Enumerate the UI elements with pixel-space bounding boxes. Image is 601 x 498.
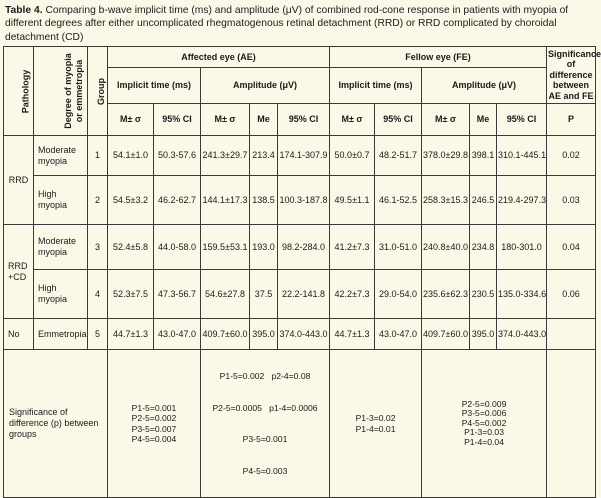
pathology-cell: RRD +CD xyxy=(4,225,34,319)
fe-amp-ci-header: 95% CI xyxy=(497,104,547,136)
fe-amp-ci-cell: 374.0-443.0 xyxy=(497,319,547,350)
group-cell: 2 xyxy=(88,176,108,225)
fe-it-mean-cell: 42.2±7.3 xyxy=(330,270,375,319)
degree-header: Degree of myopia or emmetropia xyxy=(34,47,88,136)
table-label: Table 4. xyxy=(5,5,43,16)
fe-amp-mean-cell: 258.3±15.3 xyxy=(422,176,470,225)
p-value: P2-5=0.009 xyxy=(461,398,507,409)
p-value: P4-5=0.002 xyxy=(461,417,507,428)
fe-it-mean-cell: 50.0±0.7 xyxy=(330,136,375,176)
fe-it-ci-cell: 31.0-51.0 xyxy=(375,225,422,270)
ae-it-mean-cell: 52.3±7.5 xyxy=(108,270,154,319)
fe-amp-ci-cell: 135.0-334.6 xyxy=(497,270,547,319)
ae-it-ci-cell: 46.2-62.7 xyxy=(154,176,201,225)
caption-text: Comparing b-wave implicit time (ms) and amplitude (μV) of combined rod-cone response in patients with myopia of different degrees after either uncomplicated rhegmatogenous retinal detachment (RRD) or RRD complicated by choroidal detachment (CD) xyxy=(5,5,569,43)
degree-cell: Moderate myopia xyxy=(34,225,88,270)
p-cell: 0.06 xyxy=(547,270,596,319)
pathology-cell: No xyxy=(4,319,34,350)
p-value: P2-5=0.0005 p1-4=0.0006 xyxy=(212,402,318,413)
fe-it-ci-cell: 43.0-47.0 xyxy=(375,319,422,350)
p-cell: 0.02 xyxy=(547,136,596,176)
fe-it-ci-cell: 48.2-51.7 xyxy=(375,136,422,176)
ae-it-mean-cell: 44.7±1.3 xyxy=(108,319,154,350)
ae-amp-median-cell: 193.0 xyxy=(250,225,278,270)
table-row xyxy=(4,319,596,350)
fe-amp-significance xyxy=(422,350,547,498)
p-value: P4-5=0.004 xyxy=(131,434,177,444)
degree-cell: Moderate myopia xyxy=(34,136,88,176)
ae-it-mean-cell: 54.1±1.0 xyxy=(108,136,154,176)
header-row-1 xyxy=(4,47,596,68)
fe-it-ci-header: 95% CI xyxy=(375,104,422,136)
ae-it-ci-cell: 47.3-56.7 xyxy=(154,270,201,319)
ae-amp-ci-cell: 174.1-307.9 xyxy=(278,136,330,176)
fe-amp-median-cell: 395.0 xyxy=(470,319,497,350)
group-cell: 4 xyxy=(88,270,108,319)
degree-cell: Emmetropia xyxy=(34,319,88,350)
p-header: P xyxy=(547,104,596,136)
p-value: P3-5=0.001 xyxy=(242,434,288,444)
ae-amp-ci-cell: 374.0-443.0 xyxy=(278,319,330,350)
ae-it-mean-header: M± σ xyxy=(108,104,154,136)
fe-amplitude-header: Amplitude (μV) xyxy=(422,68,547,104)
fe-amp-median-cell: 398.1 xyxy=(470,136,497,176)
table-row xyxy=(4,225,596,270)
ae-amp-median-cell: 213.4 xyxy=(250,136,278,176)
ae-amp-ci-cell: 98.2-284.0 xyxy=(278,225,330,270)
ae-amp-mean-cell: 54.6±27.8 xyxy=(201,270,250,319)
fe-amp-median-cell: 230.5 xyxy=(470,270,497,319)
group-cell: 1 xyxy=(88,136,108,176)
p-value: P1-4=0.04 xyxy=(464,436,504,447)
fe-it-ci-cell: 46.1-52.5 xyxy=(375,176,422,225)
ae-it-mean-cell: 52.4±5.8 xyxy=(108,225,154,270)
p-value: P1-5=0.002 p2-4=0.08 xyxy=(219,371,311,381)
ae-amplitude-header: Amplitude (μV) xyxy=(201,68,330,104)
fe-amp-median-cell: 234.8 xyxy=(470,225,497,270)
fe-it-significance xyxy=(330,350,422,498)
group-cell: 5 xyxy=(88,319,108,350)
table-row xyxy=(4,270,596,319)
ae-it-ci-header: 95% CI xyxy=(154,104,201,136)
ae-amp-median-cell: 37.5 xyxy=(250,270,278,319)
affected-eye-header: Affected eye (AE) xyxy=(108,47,330,68)
p-value: P4-5=0.003 xyxy=(242,465,288,476)
fellow-eye-header: Fellow eye (FE) xyxy=(330,47,547,68)
p-value: P1-5=0.001 xyxy=(131,402,177,413)
significance-row xyxy=(4,350,596,498)
ae-it-ci-cell: 50.3-57.6 xyxy=(154,136,201,176)
p-significance-empty xyxy=(547,350,596,498)
fe-amp-mean-cell: 378.0±29.8 xyxy=(422,136,470,176)
table-caption xyxy=(5,4,593,44)
pathology-header: Pathology xyxy=(4,47,34,136)
ae-amp-ci-cell: 100.3-187.8 xyxy=(278,176,330,225)
p-value: P3-5=0.007 xyxy=(131,423,177,434)
fe-it-mean-cell: 44.7±1.3 xyxy=(330,319,375,350)
ae-amp-mean-cell: 241.3±29.7 xyxy=(201,136,250,176)
p-cell: 0.03 xyxy=(547,176,596,225)
fe-amp-mean-cell: 235.6±62.3 xyxy=(422,270,470,319)
significance-header: Significance of difference between AE and FE xyxy=(547,47,596,104)
p-cell xyxy=(547,319,596,350)
ae-implicit-time-header: Implicit time (ms) xyxy=(108,68,201,104)
p-cell: 0.04 xyxy=(547,225,596,270)
fe-amp-ci-cell: 180-301.0 xyxy=(497,225,547,270)
ae-amp-mean-header: M± σ xyxy=(201,104,250,136)
ae-amp-mean-cell: 159.5±53.1 xyxy=(201,225,250,270)
table-row xyxy=(4,176,596,225)
ae-amp-significance xyxy=(201,350,330,498)
group-cell: 3 xyxy=(88,225,108,270)
fe-amp-mean-cell: 409.7±60.0 xyxy=(422,319,470,350)
fe-it-mean-cell: 41.2±7.3 xyxy=(330,225,375,270)
ae-it-ci-cell: 43.0-47.0 xyxy=(154,319,201,350)
fe-amp-mean-header: M± σ xyxy=(422,104,470,136)
ae-amp-median-cell: 395.0 xyxy=(250,319,278,350)
p-value: P1-3=0.03 xyxy=(464,427,504,438)
group-header: Group xyxy=(88,47,108,136)
table-row xyxy=(4,136,596,176)
p-value: P3-5=0.006 xyxy=(461,408,507,419)
fe-amp-ci-cell: 310.1-445.1 xyxy=(497,136,547,176)
ae-it-mean-cell: 54.5±3.2 xyxy=(108,176,154,225)
fe-it-mean-cell: 49.5±1.1 xyxy=(330,176,375,225)
ae-amp-mean-cell: 409.7±60.0 xyxy=(201,319,250,350)
ae-it-significance xyxy=(108,350,201,498)
pathology-cell: RRD xyxy=(4,136,34,225)
ae-it-ci-cell: 44.0-58.0 xyxy=(154,225,201,270)
ae-amp-ci-header: 95% CI xyxy=(278,104,330,136)
ae-amp-mean-cell: 144.1±17.3 xyxy=(201,176,250,225)
ae-amp-median-cell: 138.5 xyxy=(250,176,278,225)
degree-cell: High myopia xyxy=(34,176,88,225)
fe-amp-mean-cell: 240.8±40.0 xyxy=(422,225,470,270)
fe-it-mean-header: M± σ xyxy=(330,104,375,136)
fe-implicit-time-header: Implicit time (ms) xyxy=(330,68,422,104)
fe-amp-median-cell: 246.5 xyxy=(470,176,497,225)
results-table xyxy=(3,46,601,498)
p-value: P1-3=0.02 xyxy=(355,413,396,423)
ae-amp-median-header: Me xyxy=(250,104,278,136)
p-value: P1-4=0.01 xyxy=(355,423,396,434)
p-value: P2-5=0.002 xyxy=(131,413,177,423)
fe-amp-ci-cell: 219.4-297.3 xyxy=(497,176,547,225)
fe-amp-median-header: Me xyxy=(470,104,497,136)
ae-amp-ci-cell: 22.2-141.8 xyxy=(278,270,330,319)
significance-label: Significance of difference (p) between groups xyxy=(4,350,108,498)
fe-it-ci-cell: 29.0-54.0 xyxy=(375,270,422,319)
degree-cell: High myopia xyxy=(34,270,88,319)
